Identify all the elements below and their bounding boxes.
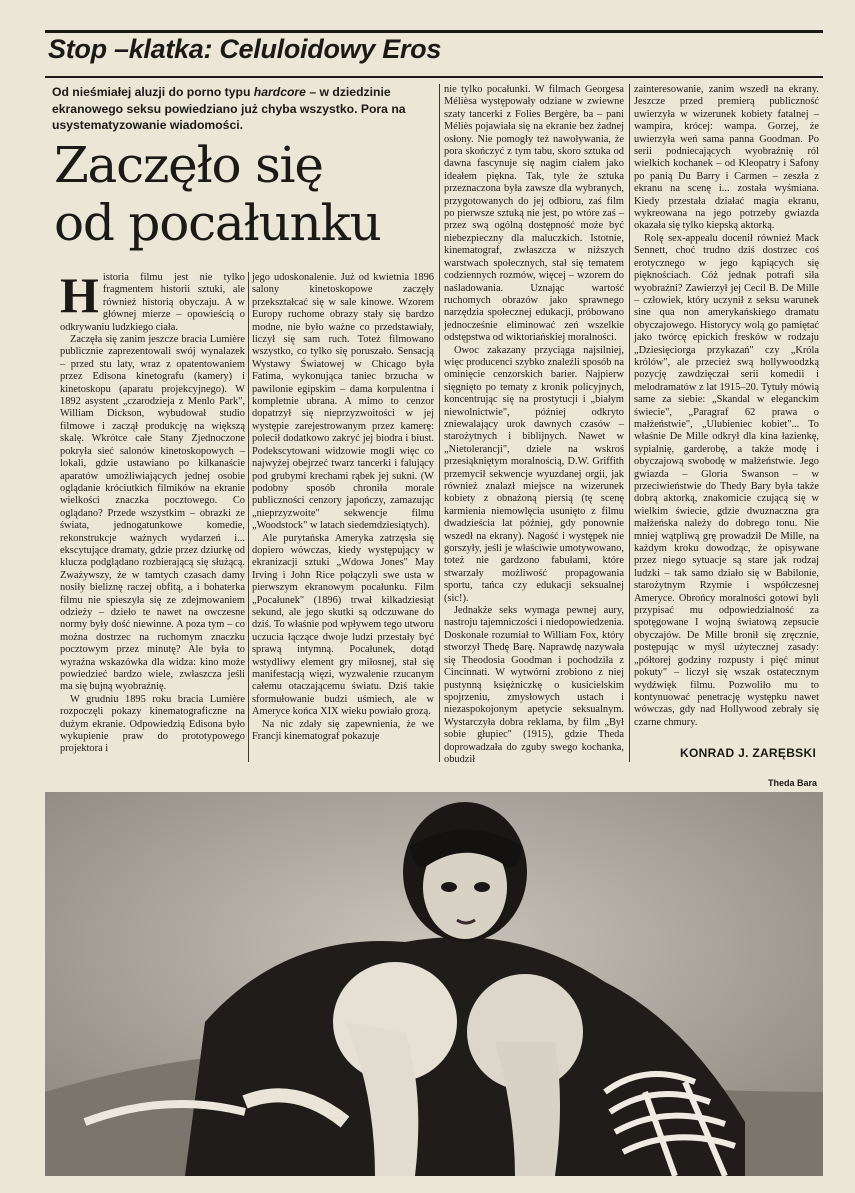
headline-line-2: od pocałunku [54, 194, 381, 252]
headline-line-1: Zaczęło się [54, 136, 323, 194]
paragraph: zainteresowanie, zanim wszedł na ekrany. Jeszcze przed premierą publiczność uwierzyła w wizerunek kobiety fatalnej – wampira, krócej: wampa. Gorzej, że uwierzyła weń sama panna Goodman. Po serii podniecających wyobraźnię ról wielkich kochanek – od Kleopatry i Safony po panią Du Barry i Carmen – zeszła z ekranu na scenę i... została wyśmiana. Kiedy przestała działać magia ekranu, wykreowana na jego potrzeby gwiazda okazała się tylko kiepską aktorką. [634, 84, 819, 232]
paragraph: Owoc zakazany przyciąga najsilniej, więc producenci szybko znaleźli sposób na ominięcie cenzorskich barier. Najpierw sięgnięto po tematy z kronik policyjnych, koncentrując się na prostytucji i „białym niewolnictwie", później odkryto zniewalający urok dawnych czasów – starożytnych i biblijnych. Nawet w „Nietolerancji", dziele na wskroś przesiąkniętym moralnością, D.W. Griffith przemycił sekwencje wyuzdanej orgii, jak również znalazł miejsce na wizerunek kobiety z obnażoną piersią (tę scenę karmienia niemowlęcia usunięto z filmu dwadzieścia lat później, gdy ponownie wszedł na ekrany). Nagość i występek nie gorszyły, jeśli je właściwie umotywowano, toteż nie gardzono fabułami, które stwarzały możliwość propagowania sportu, tańca czy edukacji seksualnej (sic!). [444, 344, 624, 604]
theda-bara-photo [45, 792, 823, 1176]
article-column-1 [60, 267, 245, 756]
lead-text-before: Od nieśmiałej aluzji do porno typu [52, 85, 254, 99]
paragraph: Na nic zdały się zapewnienia, że we Francji kinematograf pokazuje [252, 718, 434, 743]
paragraph: Jednakże seks wymaga pewnej aury, nastroju tajemniczości i niedopowiedzenia. Doskonale rozumiał to William Fox, który stworzył Thedę Barę. Naprawdę nazywała się Theodosia Goodman i pochodziła z Cincinnati. W wytwórni zrobiono z niej pustynną księżniczkę o kusicielskim spojrzeniu, zmysłowych ustach i niezaspokojonym apetycie seksualnym. Wystarczyła dobra reklama, by film „Był sobie głupiec" (1915), gdzie Theda doprowadzała do zguby swego kochanka, obudził [444, 605, 624, 765]
paragraph: Rolę sex-appealu docenił również Mack Sennett, choć trudno dziś dostrzec coś erotycznego w jego kąpiących się pięknościach. Cóż jednak potrafi siła wyobraźni? Zawierzył jej Cecil B. De Mille – człowiek, który uczynił z seksu warunek sine qua non amerykańskiego dramatu obyczajowego. Historycy wolą go pamiętać jako twórcę epickich fresków w rodzaju „Dziesięciorga przykazań" czy „Króla królów", ale przecież swą hollywoodzką pozycję zawdzięczał serii komedii i melodramatów z lat 1915–20. Tytuły mówią same za siebie: „Skandal w eleganckim świecie", „Paragraf 62 prawa o małżeństwie", „Ulubieniec kobiet"... To właśnie De Mille odkrył dla kina łazienkę, sypialnię, garderobę, a także modę i obyczajową swobodę w małżeństwie. Jego gwiazda – Gloria Swanson – w przeciwieństwie do Thedy Bary była także dobrą aktorką, znakomicie czującą się w wielkim świecie, gdzie dwuznaczna gra małżeńska należy do dobrego tonu. Nie mniej wątpliwą grę prowadził De Mille, na każdym kroku dowodząc, że opisywane przez niego sytuacje są stare jak rodzaj ludzki – tak samo działo się w Babilonie, starożytnym Rzymie i współczesnej Ameryce. Obrońcy moralności gotowi byli przypisać mu odpowiedzialność za spotęgowane I wojną światową zepsucie obyczajów. De Mille bronił się zręcznie, postępując w myśl użytecznej zasady: „półtorej godziny rozpusty i pięć minut pokuty" – liczył się wszak ostatecznym wydźwięk filmu. Pozwoliło mu to kontynuować penetrację występku nawet wówczas, gdy nad Hollywood zebrały się czarne chmury. [634, 232, 819, 728]
column-divider [248, 272, 249, 762]
paragraph: Historia filmu jest nie tylko fragmentem historii sztuki, ale również historią obyczaju. A w głównej mierze – opowieścią o odkrywaniu ludzkiego ciała. [60, 267, 245, 333]
column-divider [629, 84, 630, 762]
lead-text-after: – w dziedzinie ekranowego seksu powiedziano już chyba wszystko. Pora na usystematyzowanie wiadomości. [52, 85, 406, 132]
top-rule [45, 30, 823, 33]
paragraph: W grudniu 1895 roku bracia Lumière rozpoczęli pokazy kinematograficzne na dużym ekranie. Odpowiedzią Edisona było wykupienie praw do prototypowego projektora i [60, 693, 245, 755]
article-column-2 [252, 272, 434, 743]
section-rule [45, 76, 823, 78]
photo-illustration [45, 792, 823, 1176]
paragraph: nie tylko pocałunki. W filmach Georgesa Mélièsa występowały odziane w zwiewne szaty tancerki z Folies Bergère, ba – pani Méliès pojawiała się na ekranie bez żadnej osłony. Nie pomogły też nawoływania, że pora skończyć z tym tabu, skoro sztuka od dawna fascynuje się nagim ciałem jako ideałem piękna. Tak, tyle że sztuka przeznaczona była zawsze dla wybranych, przygotowanych do jej odbioru, zaś film po pierwsze sztuką nie jest, po wtóre zaś – przez swą ogólną dostępność może być niebezpieczny dla maluczkich. Istotnie, kinematograf, zwłaszcza w niższych warstwach społecznych, stał się tematem codziennych rozmów, więcej – wzorem do naśladowania. Uznając wartość ruchomych obrazów jako sprawnego narzędzia społecznej edukacji, próbowano jednocześnie eliminować zeń wszelkie odstępstwa od wiktoriańskiej moralności. [444, 84, 624, 344]
paragraph: Zaczęła się zanim jeszcze bracia Lumière publicznie zaprezentowali swój wynalazek – przed stu laty, wraz z opatentowaniem przez Edisona kinetografu (kamery) i kinetoskopu (aparatu projekcyjnego). W 1892 asystent „czarodzieja z Menlo Park", William Dickson, wybudował studio filmowe i zaczął produkcję na większą skalę. Wkrótce całe Stany Zjednoczone pokryła sieć salonów kinetoskopowych – lokali, gdzie ustawiano po kilkanaście aparatów umożliwiających jednej osobie oglądanie króciutkich filmików na ekranie wielkości znaczka pocztowego. Co oglądano? Przede wszystkim – obrazki ze świata, jednogatunkowe komedie, rekonstrukcje ważnych wydarzeń i... ekscytujące dramaty, gdzie przez dziurkę od klucza podglądano rozbierającą się służącą. Zważywszy, że w tamtych czasach damy nosiły bieliznę raczej obfitą, a i bohaterka filmu nie spieszyła się ze zdejmowaniem odzieży – dzieło te nawet na owczesne normy były dość niewinne. A poza tym – co można dostrzec na ruchomym znaczku pocztowym przez minutę? Ale była to wyraźna wskazówka dla widza: kino może powiedzieć bardzo wiele, zwłaszcza jeśli ma się bujną wyobraźnię. [60, 334, 245, 693]
paragraph: jego udoskonalenie. Już od kwietnia 1896 salony kinetoskopowe zaczęły przekształcać się w sale kinowe. Wzorem Europy ruchome obrazy stały się bardzo modne, nie było ważne co przedstawiały, liczył się sam ruch. Toteż filmowano wszystko, co tylko się poruszało. Sensacją Wystawy Światowej w Chicago była Fatima, wykonująca taniec brzucha w pawilonie egipskim – dama korpulentna i kompletnie ubrana. A mimo to cenzor dopatrzył się nieprzyzwoitości w jej występie zarejestrowanym przez kamerę: polecił dodatkowo zakryć jej biodra i biust. Podekscytowani widzowie mogli więc co najwyżej obejrzeć twarz tancerki i falujący pod grubymi krechami rąbek jej sukni. (W podobny sposób chroniła morale publiczności cenzory japończy, zamazując „nieprzyzwoite" sekwencje filmu „Woodstock" w latach siedemdziesiątych). [252, 272, 434, 532]
lead-paragraph [52, 84, 432, 134]
section-title: Stop –klatka: Celuloidowy Eros [48, 34, 442, 64]
photo-caption: Theda Bara [768, 778, 818, 788]
article-column-3 [444, 84, 624, 766]
lead-emphasis: hardcore [253, 85, 306, 99]
headline [54, 136, 434, 252]
article-column-4 [634, 84, 819, 729]
column-divider [439, 84, 440, 762]
drop-cap: H [60, 267, 99, 323]
author-byline: KONRAD J. ZARĘBSKI [680, 746, 817, 760]
paragraph: Ale purytańska Ameryka zatrzęsła się dopiero wówczas, kiedy występujący w ekranizacji sztuki „Wdowa Jones" May Irving i John Rice połączyli swe usta w pierwszym ekranowym pocałunku. Film „Pocałunek" (1896) trwał kilkadziesiąt sekund, ale jego skutki są odczuwane do dziś. To właśnie pod wpływem tego utworu uczucia łączące dwoje ludzi przestały być sprawą intymną. Pocałunek, dotąd wstydliwy element gry miłosnej, stał się manifestacją więzi, wyzwalenie rzucanym całemu otaczającemu światu. Dziś takie sformułowanie budzi uśmiech, ale w Ameryce końca XIX wieku powiało grozą. [252, 532, 434, 718]
